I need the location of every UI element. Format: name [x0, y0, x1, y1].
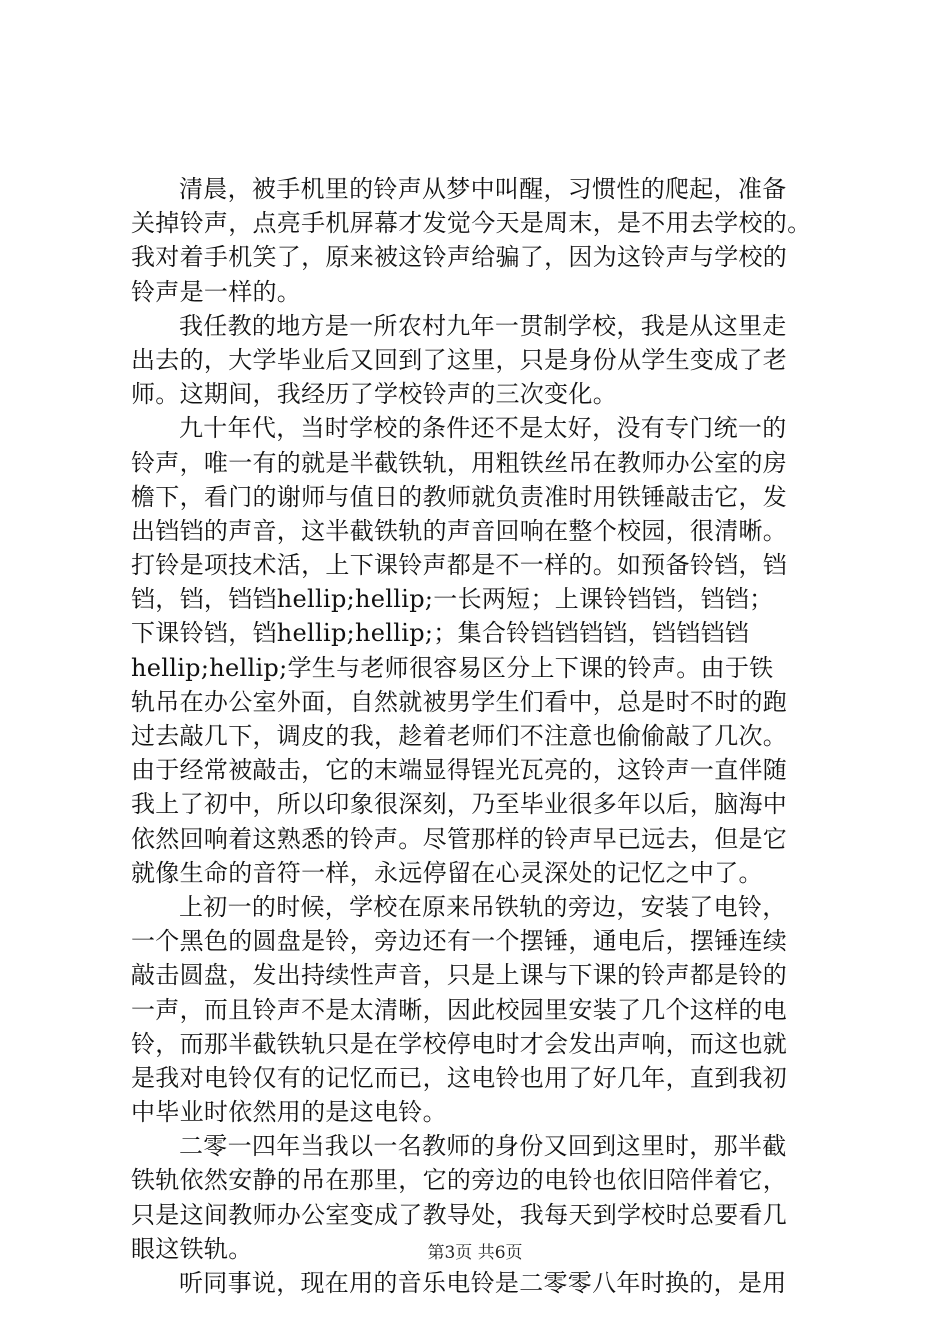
text-line: 铃，而那半截铁轨只是在学校停电时才会发出声响，而这也就 — [131, 1029, 788, 1058]
text-line: 打铃是项技术活，上下课铃声都是不一样的。如预备铃铛，铛 — [131, 551, 788, 580]
text-line: 轨吊在办公室外面，自然就被男学生们看中，总是时不时的跑 — [131, 687, 788, 716]
text-line: 过去敲几下，调皮的我，趁着老师们不注意也偷偷敲了几次。 — [131, 722, 788, 750]
text-line: 关掉铃声，点亮手机屏幕才发觉今天是周末，是不用去学校的。 — [131, 209, 812, 238]
text-line: 我对着手机笑了，原来被这铃声给骗了，因为这铃声与学校的 — [131, 243, 788, 272]
text-line: 出去的，大学毕业后又回到了这里，只是身份从学生变成了老 — [131, 345, 788, 374]
text-line: 师。这期间，我经历了学校铃声的三次变化。 — [131, 380, 617, 409]
text-line: 铛，铛，铛铛hellip;hellip;一长两短；上课铃铛铛，铛铛； — [131, 585, 774, 614]
text-line: 我任教的地方是一所农村九年一贯制学校，我是从这里走 — [179, 311, 787, 340]
text-line: 九十年代，当时学校的条件还不是太好，没有专门统一的 — [179, 414, 787, 443]
text-line: hellip;hellip;学生与老师很容易区分上下课的铃声。由于铁 — [131, 653, 774, 682]
text-line: 一个黑色的圆盘是铃，旁边还有一个摆锤，通电后，摆锤连续 — [131, 927, 788, 956]
text-line: 由于经常被敲击，它的末端显得锃光瓦亮的，这铃声一直伴随 — [131, 756, 788, 785]
text-line: 铁轨依然安静的吊在那里，它的旁边的电铃也依旧陪伴着它， — [131, 1166, 788, 1195]
body-text — [131, 172, 831, 1300]
text-line: 一声，而且铃声不是太清晰，因此校园里安装了几个这样的电 — [131, 995, 788, 1024]
text-line: 就像生命的音符一样，永远停留在心灵深处的记忆之中了。 — [131, 858, 763, 887]
text-line: 出铛铛的声音，这半截铁轨的声音回响在整个校园，很清晰。 — [131, 516, 788, 545]
text-line: 上初一的时候，学校在原来吊铁轨的旁边，安装了电铃， — [179, 892, 787, 921]
text-line: 眼这铁轨。 — [131, 1234, 253, 1263]
text-line: 中毕业时依然用的是这电铃。 — [131, 1098, 447, 1127]
text-line: 听同事说，现在用的音乐电铃是二零零八年时换的，是用 — [179, 1269, 787, 1297]
text-line: 铃声，唯一有的就是半截铁轨，用粗铁丝吊在教师办公室的房 — [131, 448, 788, 477]
text-line: 只是这间教师办公室变成了教导处，我每天到学校时总要看几 — [131, 1200, 788, 1229]
text-line: 敲击圆盘，发出持续性声音，只是上课与下课的铃声都是铃的 — [131, 961, 788, 990]
text-line: 下课铃铛，铛hellip;hellip;；集合铃铛铛铛铛，铛铛铛铛 — [131, 619, 750, 648]
text-line: 二零一四年当我以一名教师的身份又回到这里时，那半截 — [179, 1132, 787, 1161]
text-line: 我上了初中，所以印象很深刻，乃至毕业很多年以后，脑海中 — [131, 790, 788, 819]
text-line: 铃声是一样的。 — [131, 277, 302, 306]
text-line: 依然回响着这熟悉的铃声。尽管那样的铃声早已远去，但是它 — [131, 824, 788, 853]
page-footer: 第3页 共6页 — [427, 1243, 523, 1263]
text-line: 是我对电铃仅有的记忆而已，这电铃也用了好几年，直到我初 — [131, 1063, 788, 1092]
text-line: 檐下，看门的谢师与值日的教师就负责准时用铁锤敲击它，发 — [131, 482, 788, 511]
text-line: 清晨，被手机里的铃声从梦中叫醒，习惯性的爬起，准备 — [179, 175, 787, 203]
